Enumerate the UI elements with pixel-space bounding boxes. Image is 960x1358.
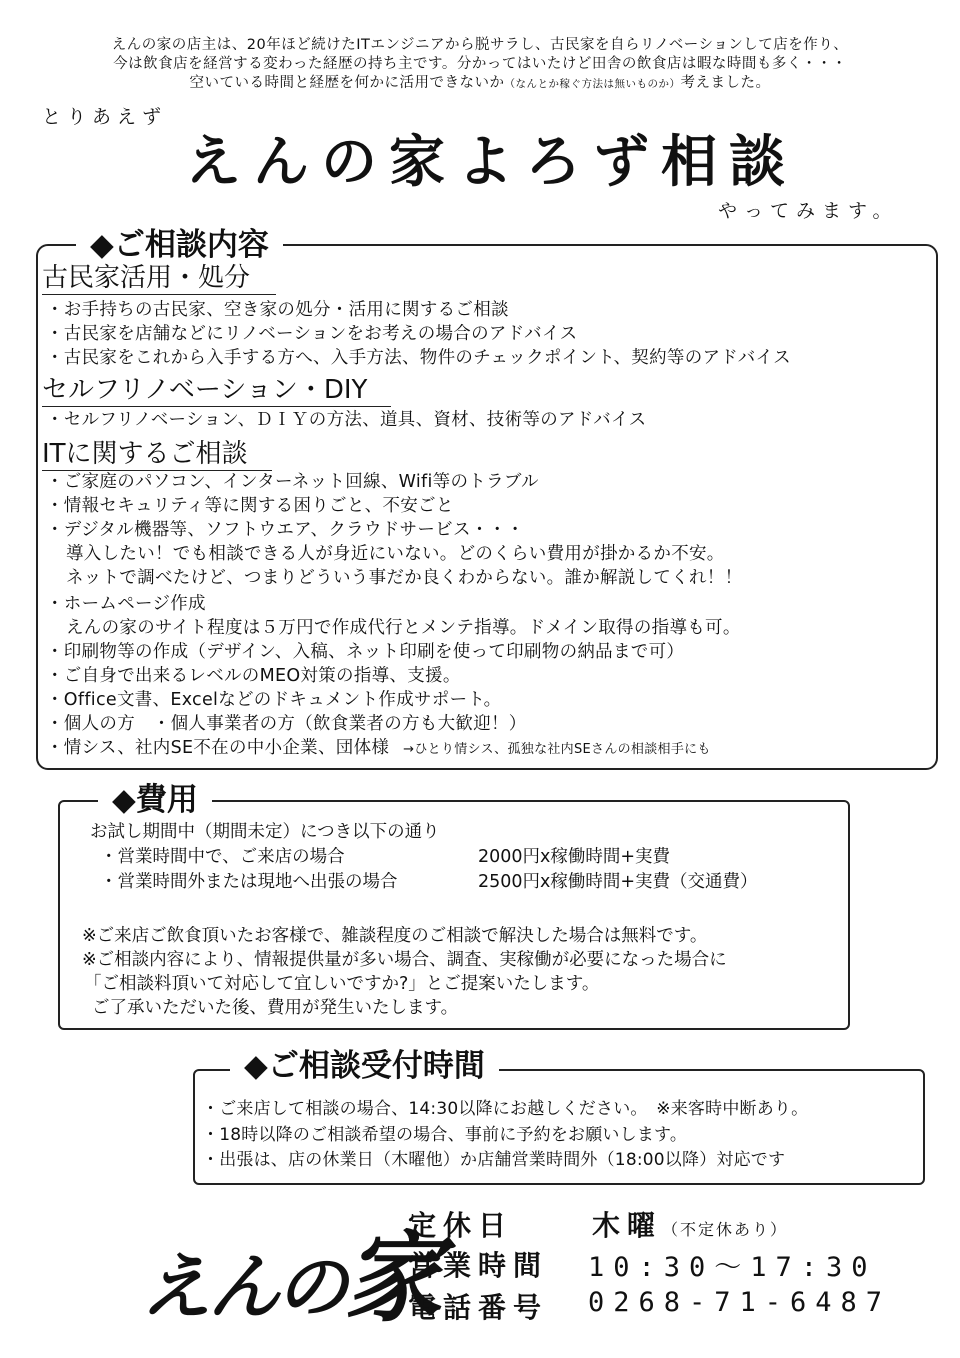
fee-heading: ◆費用 bbox=[98, 774, 212, 819]
fee-row-label: ・営業時間中で、ご来店の場合 bbox=[100, 847, 345, 867]
intro-line-2: 今は飲食店を経営する変わった経歴の持ち主です。分かってはいたけど田舎の飲食店は暇な時間も多く・・・ bbox=[113, 56, 847, 72]
fee-note: 「ご相談料頂いて対応して宜しいですか?」とご提案いたします。 bbox=[84, 974, 600, 994]
intro-text bbox=[0, 36, 960, 94]
headline-post: やってみます。 bbox=[718, 200, 899, 222]
business-hours-value: 10:30〜17:30 bbox=[588, 1252, 877, 1283]
category-it: ITに関するご相談 bbox=[42, 438, 272, 471]
phone-label: 電話番号 bbox=[408, 1291, 549, 1324]
category-kominka: 古民家活用・処分 bbox=[42, 262, 276, 295]
list-item-note: →ひとり情シス、孤独な社内SEさんの相談相手にも bbox=[403, 742, 711, 757]
shop-logo: えんの家 bbox=[140, 1221, 439, 1336]
phone-value[interactable]: 0268-71-6487 bbox=[588, 1287, 892, 1318]
list-item: ・ご自身で出来るレベルのMEO対策の指導、支援。 bbox=[46, 666, 461, 686]
list-item: ・お手持ちの古民家、空き家の処分・活用に関するご相談 bbox=[46, 300, 509, 320]
fee-note: ※ご来店ご飲食頂いたお客様で、雑談程度のご相談で解決した場合は無料です。 bbox=[82, 926, 708, 946]
list-item: ・セルフリノベーション、ＤＩＹの方法、道具、資材、技術等のアドバイス bbox=[46, 410, 647, 430]
list-item: ・ご家庭のパソコン、インターネット回線、Wifi等のトラブル bbox=[46, 472, 539, 492]
hours-heading: ◆ご相談受付時間 bbox=[230, 1040, 499, 1085]
consult-heading: ◆ご相談内容 bbox=[76, 219, 283, 264]
list-item: 導入したい！でも相談できる人が身近にいない。どのくらい費用が掛かるか不安。 bbox=[66, 544, 725, 564]
list-item: えんの家のサイト程度は５万円で作成代行とメンテ指導。ドメイン取得の指導も可。 bbox=[66, 618, 741, 638]
fee-row-price: 2500円x稼働時間+実費（交通費） bbox=[478, 872, 758, 892]
category-diy: セルフリノベーション・DIY bbox=[42, 374, 391, 407]
closed-day-note: （不定休あり） bbox=[662, 1220, 789, 1239]
fee-intro: お試し期間中（期間未定）につき以下の通り bbox=[90, 822, 440, 842]
closed-day-label: 定休日 bbox=[408, 1209, 514, 1242]
list-item: ・印刷物等の作成（デザイン、入稿、ネット印刷を使って印刷物の納品まで可） bbox=[46, 642, 685, 662]
list-item: ネットで調べたけど、つまりどういう事だか良くわからない。誰か解説してくれ！！ bbox=[66, 568, 743, 588]
list-item: ・古民家を店舗などにリノベーションをお考えの場合のアドバイス bbox=[46, 324, 578, 344]
fee-note: ※ご相談内容により、情報提供量が多い場合、調査、実稼働が必要になった場合に bbox=[82, 950, 727, 970]
list-item: ・古民家をこれから入手する方へ、入手方法、物件のチェックポイント、契約等のアドバイス bbox=[46, 348, 791, 368]
fee-row-label: ・営業時間外または現地へ出張の場合 bbox=[100, 872, 398, 892]
list-item: ・Office文書、Excelなどのドキュメント作成サポート。 bbox=[46, 690, 502, 710]
list-item: ・個人の方 ・個人事業者の方（飲食業者の方も大歓迎！） bbox=[46, 714, 527, 734]
hours-item: ・18時以降のご相談希望の場合、事前に予約をお願いします。 bbox=[202, 1125, 688, 1145]
fee-note: ご了承いただいた後、費用が発生いたします。 bbox=[92, 998, 459, 1018]
headline-pre: とりあえず bbox=[42, 106, 168, 128]
intro-line-1: えんの家の店主は、20年ほど続けたITエンジニアから脱サラし、古民家を自らリノベーションして店を作り、 bbox=[111, 37, 849, 53]
fee-row-price: 2000円x稼働時間+実費 bbox=[478, 847, 671, 867]
list-item: ・情シス、社内SE不在の中小企業、団体様 →ひとり情シス、孤独な社内SEさんの相談相手にも bbox=[46, 738, 711, 758]
list-item: ・デジタル機器等、ソフトウエア、クラウドサービス・・・ bbox=[46, 520, 525, 540]
closed-day-value: 木曜（不定休あり） bbox=[592, 1209, 789, 1242]
list-item: ・ホームページ作成 bbox=[46, 594, 206, 614]
list-item: ・情報セキュリティ等に関する困りごと、不安ごと bbox=[46, 496, 454, 516]
hours-item: ・ご来店して相談の場合、14:30以降にお越しください。 ※来客時中断あり。 bbox=[202, 1099, 809, 1119]
intro-line-3: 空いている時間と経歴を何かに活用できないか（なんとか稼ぐ方法は無いものか）考えました。 bbox=[189, 75, 771, 91]
business-hours-label: 営業時間 bbox=[408, 1249, 549, 1282]
page-title: えんの家よろず相談 bbox=[185, 129, 797, 195]
hours-item: ・出張は、店の休業日（木曜他）か店舗営業時間外（18:00以降）対応です bbox=[202, 1150, 786, 1170]
